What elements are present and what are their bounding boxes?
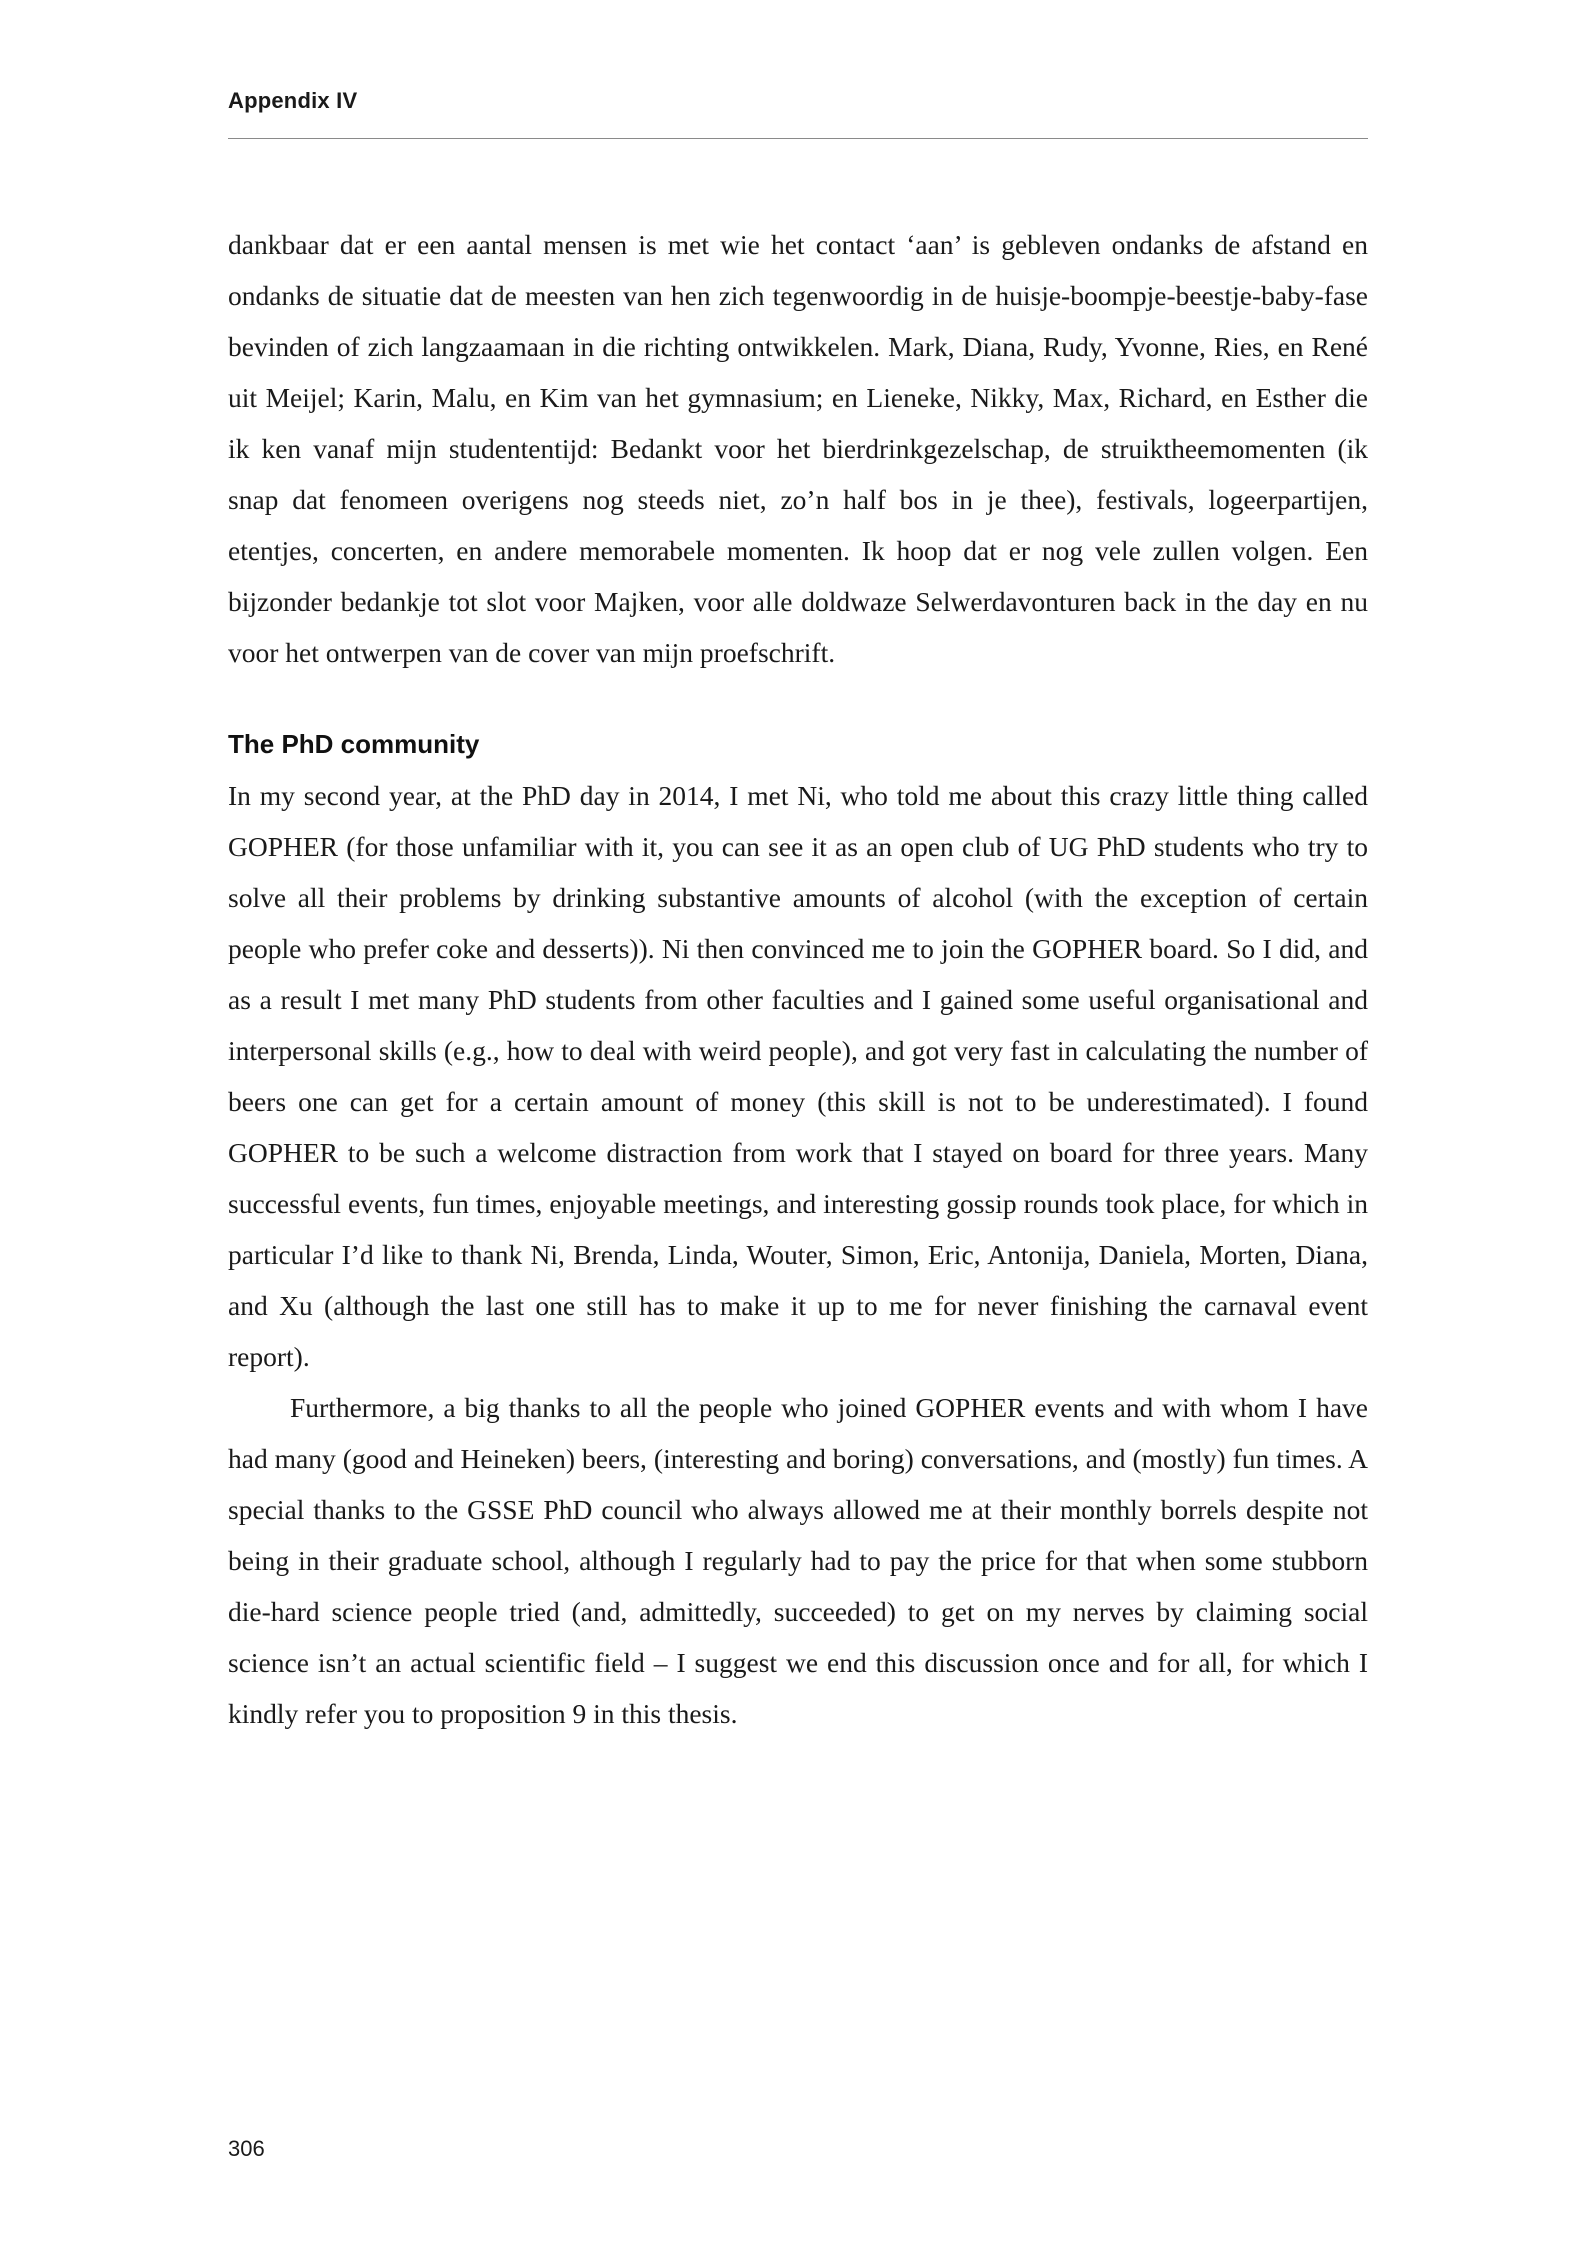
paragraph-continued: dankbaar dat er een aantal mensen is met wie het contact ‘aan’ is gebleven ondanks de afstand en ondanks de situatie dat de meesten van hen zich tegenwoordig in de huisje-boompje-beestje-baby-fase bevinden of zich langzaamaan in die richting ontwikkelen. Mark, Diana, Rudy, Yvonne, Ries, en René uit Meijel; Karin, Malu, en Kim van het gymnasium; en Lieneke, Nikky, Max, Richard, en Esther die ik ken vanaf mijn studententijd: Bedankt voor het bierdrinkgezelschap, de struiktheemomenten (ik snap dat fenomeen overigens nog steeds niet, zo’n half bos in je thee), festivals, logeerpartijen, etentjes, concerten, en andere memorabele momenten. Ik hoop dat er nog vele zullen volgen. Een bijzonder bedankje tot slot voor Majken, voor alle doldwaze Selwerdavonturen back in the day en nu voor het ontwerpen van de cover van mijn proefschrift.: [228, 229, 1368, 668]
section-heading: The PhD community: [228, 729, 480, 759]
running-head: Appendix IV: [228, 88, 358, 113]
page-number: 306: [228, 2136, 265, 2161]
paragraph-thanks: Furthermore, a big thanks to all the people who joined GOPHER events and with whom I have had many (good and Heineken) beers, (interesting and boring) conversations, and (mostly) fun times. A special thanks to the GSSE PhD council who always allowed me at their monthly borrels despite not being in their graduate school, although I regularly had to pay the price for that when some stubborn die-hard science people tried (and, admittedly, succeeded) to get on my nerves by claiming social science isn’t an actual scientific field – I suggest we end this discussion once and for all, for which I kindly refer you to proposition 9 in this thesis.: [228, 1392, 1368, 1729]
body-text: [228, 219, 1368, 1739]
header-rule: [228, 138, 1368, 139]
paragraph-gopher: In my second year, at the PhD day in 2014, I met Ni, who told me about this crazy little thing called GOPHER (for those unfamiliar with it, you can see it as an open club of UG PhD students who try to solve all their problems by drinking substantive amounts of alcohol (with the exception of certain people who prefer coke and desserts)). Ni then convinced me to join the GOPHER board. So I did, and as a result I met many PhD students from other faculties and I gained some useful organisational and interpersonal skills (e.g., how to deal with weird people), and got very fast in calculating the number of beers one can get for a certain amount of money (this skill is not to be underestimated). I found GOPHER to be such a welcome distraction from work that I stayed on board for three years. Many successful events, fun times, enjoyable meetings, and interesting gossip rounds took place, for which in particular I’d like to thank Ni, Brenda, Linda, Wouter, Simon, Eric, Antonija, Daniela, Morten, Diana, and Xu (although the last one still has to make it up to me for never finishing the carnaval event report).: [228, 780, 1368, 1372]
page-content: [228, 0, 1368, 1739]
